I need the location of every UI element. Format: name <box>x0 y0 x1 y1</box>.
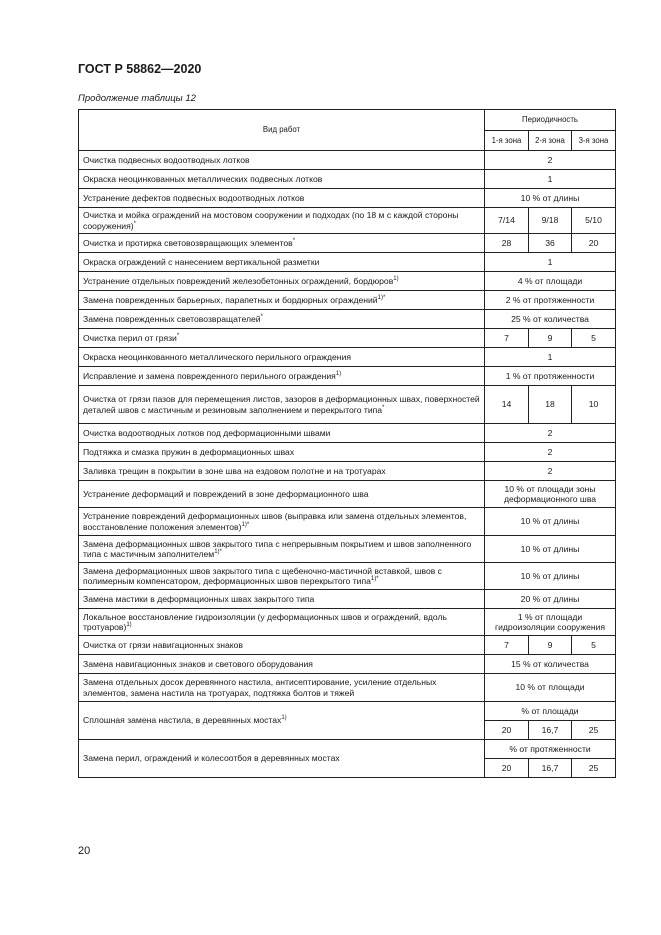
work-cell <box>79 655 485 674</box>
table-row <box>79 655 616 674</box>
work-cell <box>79 424 485 443</box>
periodicity-value: 1 % от протяженности <box>485 367 616 386</box>
work-text: Окраска неоцинкованного металлического перильного ограждения <box>83 351 351 362</box>
work-cell <box>79 536 485 563</box>
zone-2-value: 9 <box>529 636 572 655</box>
work-cell <box>79 329 485 348</box>
zone-3-value: 5/10 <box>572 208 616 234</box>
work-cell <box>79 310 485 329</box>
table-row <box>79 481 616 508</box>
periodicity-value: 1 % от площади гидроизоляции сооружения <box>485 609 616 636</box>
work-text: Локальное восстановление гидроизоляции (у деформационных швов и ограждений, вдоль тротуаров) <box>83 611 448 632</box>
footnote-mark: 1) <box>126 622 132 629</box>
zone-2-value: 9/18 <box>529 208 572 234</box>
work-cell <box>79 563 485 590</box>
work-cell <box>79 462 485 481</box>
footnote-mark: * <box>382 404 385 411</box>
work-text: Очистка водоотводных лотков под деформационными швами <box>83 427 331 438</box>
work-text: Очистка от грязи пазов для перемещения листов, зазоров в деформационных швах, поверхностей деталей швов с мастичным и резиновым заполнением и перекрытого типа <box>83 394 480 415</box>
page-number: 20 <box>78 845 91 857</box>
work-cell <box>79 291 485 310</box>
document-code: ГОСТ Р 58862—2020 <box>78 62 202 76</box>
work-text: Подтяжка и смазка пружин в деформационных швах <box>83 446 295 457</box>
work-text: Очистка и мойка ограждений на мостовом сооружении и подходах (по 18 м с каждой стороны сооружения) <box>83 210 459 231</box>
column-header-period: Периодичность <box>485 110 616 131</box>
footnote-mark: 1) <box>281 715 287 722</box>
work-text: Окраска неоцинкованных металлических подвесных лотков <box>83 173 323 184</box>
zone-1-value: 20 <box>485 759 529 778</box>
table-row <box>79 291 616 310</box>
work-cell <box>79 609 485 636</box>
column-header-zone-2: 2-я зона <box>529 130 572 151</box>
work-text: Очистка от грязи навигационных знаков <box>83 639 243 650</box>
column-header-work: Вид работ <box>79 110 485 151</box>
footnote-mark: 1) <box>335 371 342 378</box>
periodicity-value: 10 % от площади зоны деформационного шва <box>485 481 616 508</box>
periodicity-value: 4 % от площади <box>485 272 616 291</box>
work-text: Замена перил, ограждений и колесоотбоя в деревянных мостах <box>83 753 340 764</box>
table-row <box>79 563 616 590</box>
work-cell <box>79 443 485 462</box>
table-row <box>79 443 616 462</box>
table-row <box>79 536 616 563</box>
table-row <box>79 272 616 291</box>
work-cell <box>79 590 485 609</box>
periodicity-value: 25 % от количества <box>485 310 616 329</box>
work-text: Очистка перил от грязи <box>83 332 177 343</box>
work-cell <box>79 170 485 189</box>
footnote-mark: * <box>176 333 180 340</box>
periodicity-value: 2 % от протяженности <box>485 291 616 310</box>
work-text: Замена мастики в деформационных швах закрытого типа <box>83 593 315 604</box>
table-row <box>79 234 616 253</box>
table-row <box>79 208 616 234</box>
zone-1-value: 7 <box>485 329 529 348</box>
work-text: Устранение дефектов подвесных водоотводных лотков <box>83 192 305 203</box>
column-header-zone-1: 1-я зона <box>485 130 529 151</box>
work-text: Замена навигационных знаков и светового оборудования <box>83 658 313 669</box>
work-text: Замена отдельных досок деревянного настила, антисептирование, усиление отдельных элементов, замена настила на тротуарах, подтяжка болтов и тяжей <box>83 677 437 698</box>
work-cell <box>79 151 485 170</box>
work-cell <box>79 272 485 291</box>
work-cell <box>79 481 485 508</box>
table-row <box>79 674 616 702</box>
zone-3-value: 25 <box>572 759 616 778</box>
work-text: Устранение деформаций и повреждений в зоне деформационного шва <box>83 488 369 499</box>
zone-3-value: 20 <box>572 234 616 253</box>
work-text: Заливка трещин в покрытии в зоне шва на ездовом полотне и на тротуарах <box>83 465 386 476</box>
periodicity-value: 2 <box>485 151 616 170</box>
footnote-mark: 1)* <box>370 576 379 583</box>
table-row <box>79 253 616 272</box>
table-body <box>79 110 616 778</box>
table-row <box>79 170 616 189</box>
table-row <box>79 609 616 636</box>
work-text: Исправление и замена поврежденного перильного ограждения <box>83 370 336 381</box>
work-cell <box>79 740 485 778</box>
periodicity-value: 10 % от длины <box>485 563 616 590</box>
periodicity-value: 10 % от длины <box>485 189 616 208</box>
work-cell <box>79 348 485 367</box>
footnote-mark: * <box>260 314 263 321</box>
work-text: Замена поврежденных световозвращателей <box>83 313 261 324</box>
zone-2-value: 16,7 <box>529 759 572 778</box>
zone-3-value: 25 <box>572 721 616 740</box>
table-row <box>79 151 616 170</box>
periodicity-value: 20 % от длины <box>485 590 616 609</box>
table-row <box>79 462 616 481</box>
zone-2-value: 18 <box>529 386 572 424</box>
periodicity-value: 1 <box>485 348 616 367</box>
table-row <box>79 329 616 348</box>
footnote-mark: 1)* <box>214 549 222 556</box>
zone-2-value: 16,7 <box>529 721 572 740</box>
work-text: Устранение повреждений деформационных швов (выправка или замена отдельных элементов, восстановление положения элементов) <box>83 511 467 532</box>
zone-3-value: 10 <box>572 386 616 424</box>
periodicity-value: 10 % от длины <box>485 536 616 563</box>
footnote-mark: * <box>133 220 136 227</box>
zone-3-value: 5 <box>572 636 616 655</box>
footnote-mark: 1)* <box>377 295 386 302</box>
work-cell <box>79 234 485 253</box>
unit-cell: % от площади <box>485 702 616 721</box>
periodicity-value: 2 <box>485 443 616 462</box>
table-row <box>79 367 616 386</box>
work-text: Замена поврежденных барьерных, парапетных и бордюрных ограждений <box>83 294 378 305</box>
work-cell <box>79 253 485 272</box>
periodicity-value: 10 % от длины <box>485 508 616 536</box>
work-cell <box>79 702 485 740</box>
periodicity-value: 15 % от количества <box>485 655 616 674</box>
work-text: Замена деформационных швов закрытого типа с непрерывным покрытием и швов заполненного типа с мастичным заполнителем <box>83 538 472 559</box>
periodicity-value: 1 <box>485 253 616 272</box>
zone-2-value: 36 <box>529 234 572 253</box>
table-row <box>79 189 616 208</box>
table-row <box>79 508 616 536</box>
zone-2-value: 9 <box>529 329 572 348</box>
table-row <box>79 702 616 721</box>
table-row <box>79 310 616 329</box>
periodicity-value: 10 % от площади <box>485 674 616 702</box>
footnote-mark: 1)* <box>241 521 250 528</box>
zone-3-value: 5 <box>572 329 616 348</box>
work-text: Сплошная замена настила, в деревянных мостах <box>83 715 282 726</box>
footnote-mark: 1) <box>393 276 399 283</box>
work-cell <box>79 636 485 655</box>
work-cell <box>79 208 485 234</box>
work-cell <box>79 508 485 536</box>
work-cell <box>79 189 485 208</box>
unit-cell: % от протяженности <box>485 740 616 759</box>
table-row <box>79 590 616 609</box>
footnote-mark: * <box>292 238 296 245</box>
work-text: Окраска ограждений с нанесением вертикальной разметки <box>83 256 320 267</box>
work-cell <box>79 367 485 386</box>
works-table <box>78 109 616 778</box>
zone-1-value: 20 <box>485 721 529 740</box>
work-cell <box>79 386 485 424</box>
zone-1-value: 14 <box>485 386 529 424</box>
work-cell <box>79 674 485 702</box>
table-row <box>79 386 616 424</box>
periodicity-value: 2 <box>485 424 616 443</box>
periodicity-value: 2 <box>485 462 616 481</box>
periodicity-value: 1 <box>485 170 616 189</box>
header-row <box>79 110 616 131</box>
zone-1-value: 28 <box>485 234 529 253</box>
work-text: Устранение отдельных повреждений железобетонных ограждений, бордюров <box>83 275 394 286</box>
table-row <box>79 740 616 759</box>
work-text: Очистка и протирка световозвращающих элементов <box>83 237 293 248</box>
zone-1-value: 7/14 <box>485 208 529 234</box>
work-text: Замена деформационных швов закрытого типа с щебеночно-мастичной вставкой, швов с полимерным компенсатором, деформационных швов перекрытого типа <box>83 565 442 586</box>
table-row <box>79 636 616 655</box>
work-text: Очистка подвесных водоотводных лотков <box>83 154 250 165</box>
zone-1-value: 7 <box>485 636 529 655</box>
table-caption: Продолжение таблицы 12 <box>78 93 196 104</box>
table-row <box>79 424 616 443</box>
column-header-zone-3: 3-я зона <box>572 130 616 151</box>
table-row <box>79 348 616 367</box>
